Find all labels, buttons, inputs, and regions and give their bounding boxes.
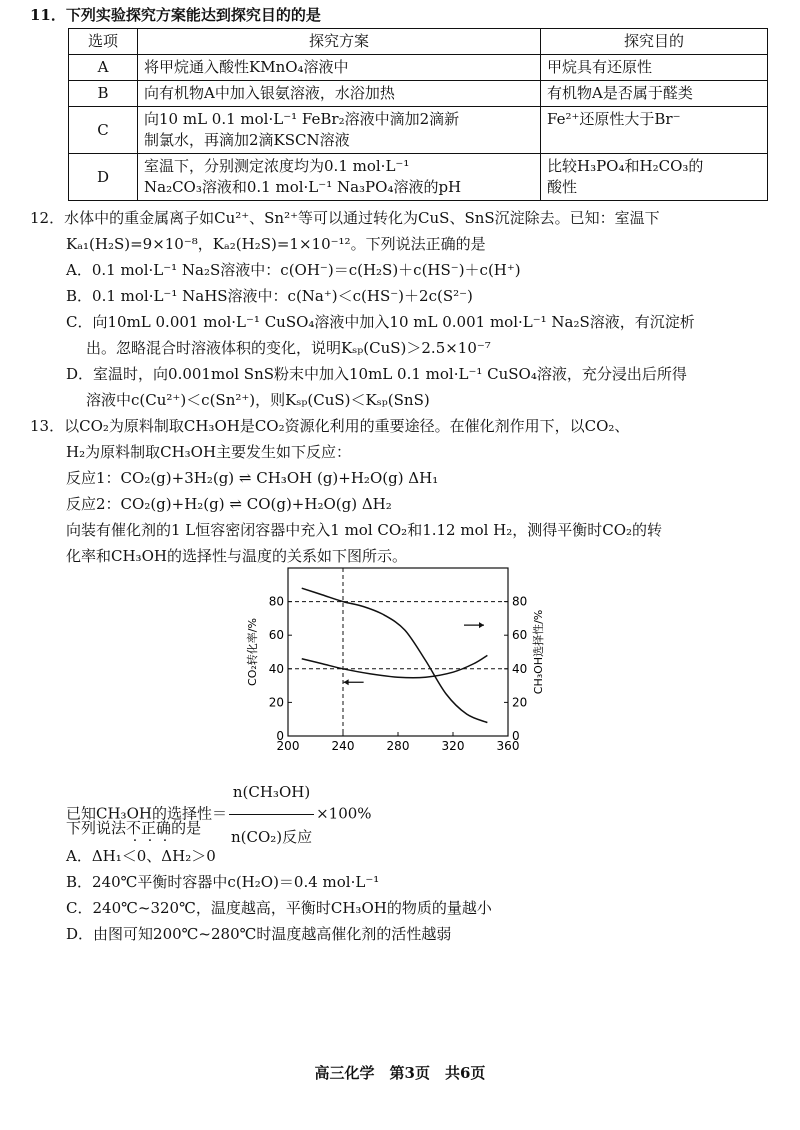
row-c-option: C	[69, 107, 138, 154]
q13-reaction-2: 反应2：CO₂(g)+H₂(g) ⇌ CO(g)+H₂O(g) ΔH₂	[66, 495, 392, 513]
y-left-tick-label: 60	[268, 628, 284, 643]
selectivity-numerator: n(CH₃OH)	[229, 770, 314, 815]
plot-frame	[288, 568, 508, 736]
selectivity-suffix: ×100%	[316, 804, 372, 823]
row-d-purpose-line2: 酸性	[547, 178, 578, 196]
q12-option-c-line1: C．向10mL 0.001 mol·L⁻¹ CuSO₄溶液中加入10 mL 0.001 mol·L⁻¹ Na₂S溶液，有沉淀析	[66, 313, 695, 331]
y-right-tick-label: 40	[512, 661, 528, 676]
y-right-tick-label: 60	[512, 628, 528, 643]
ask-neg-2: 正	[141, 819, 157, 837]
row-d-scheme-line1: 室温下，分别测定浓度均为0.1 mol·L⁻¹	[144, 157, 410, 175]
row-b-scheme: 向有机物A中加入银氨溶液，水浴加热	[138, 81, 541, 107]
y-right-tick-label: 80	[512, 594, 528, 609]
table-row	[69, 154, 768, 201]
arrow-left-conversion-head	[344, 679, 349, 685]
selectivity-fraction	[229, 770, 314, 859]
header-option: 选项	[69, 29, 138, 55]
table-header-row	[69, 29, 768, 55]
table-row	[69, 81, 768, 107]
header-scheme: 探究方案	[138, 29, 541, 55]
series-ch3oh-selectivity-line	[302, 588, 488, 722]
row-c-scheme-line2: 制氯水，再滴加2滴KSCN溶液	[144, 131, 350, 149]
x-tick-label: 200	[276, 739, 300, 753]
y-left-tick-label: 0	[276, 729, 284, 743]
row-d-purpose	[541, 154, 768, 201]
table-row	[69, 107, 768, 154]
q13-chart	[240, 560, 560, 760]
q12-option-b: B．0.1 mol·L⁻¹ NaHS溶液中：c(Na⁺)＜c(HS⁻)＋2c(S²⁻)	[66, 287, 473, 305]
row-c-scheme-line1: 向10 mL 0.1 mol·L⁻¹ FeBr₂溶液中滴加2滴新	[144, 110, 460, 128]
row-b-purpose: 有机物A是否属于醛类	[541, 81, 768, 107]
q13-ask	[66, 818, 201, 838]
x-tick-label: 240	[331, 739, 355, 753]
ask-neg-1: 不	[126, 819, 142, 837]
q13-reaction-1: 反应1：CO₂(g)+3H₂(g) ⇌ CH₃OH (g)+H₂O(g) ΔH₁	[66, 469, 439, 487]
y-right-tick-label: 20	[512, 695, 528, 710]
row-a-scheme: 将甲烷通入酸性KMnO₄溶液中	[138, 55, 541, 81]
q12-stem-line2: Kₐ₁(H₂S)=9×10⁻⁸，Kₐ₂(H₂S)=1×10⁻¹²。下列说法正确的是	[66, 235, 486, 253]
q12-option-d-line1: D．室温时，向0.001mol SnS粉末中加入10mL 0.1 mol·L⁻¹ CuSO₄溶液，充分浸出后所得	[66, 365, 687, 383]
q13-option-b: B．240℃平衡时容器中c(H₂O)＝0.4 mol·L⁻¹	[66, 873, 380, 891]
q12-option-a: A．0.1 mol·L⁻¹ Na₂S溶液中：c(OH⁻)＝c(H₂S)＋c(HS⁻)＋c(H⁺)	[66, 261, 521, 279]
row-a-option: A	[69, 55, 138, 81]
x-tick-label: 320	[441, 739, 465, 753]
q12-option-c-line2: 出。忽略混合时溶液体积的变化，说明Kₛₚ(CuS)＞2.5×10⁻⁷	[86, 339, 491, 357]
row-c-scheme	[138, 107, 541, 154]
x-tick-label: 280	[386, 739, 410, 753]
page-footer: 高三化学 第3页 共6页	[314, 1064, 486, 1082]
ask-prefix: 下列说法	[66, 819, 127, 837]
q13-desc-line1: 向装有催化剂的1 L恒容密闭容器中充入1 mol CO₂和1.12 mol H₂，测得平衡时CO₂的转	[66, 521, 663, 539]
row-d-option: D	[69, 154, 138, 201]
q12-stem-line1: 12．水体中的重金属离子如Cu²⁺、Sn²⁺等可以通过转化为CuS、SnS沉淀除去。已知：室温下	[30, 209, 660, 227]
row-d-purpose-line1: 比较H₃PO₄和H₂CO₃的	[547, 157, 704, 175]
q11-stem: 11．下列实验探究方案能达到探究目的的是	[30, 6, 321, 24]
y-right-axis-label: CH₃OH选择性/%	[532, 609, 545, 695]
series-co2-conversion-line	[302, 655, 488, 677]
q13-option-c: C．240℃~320℃，温度越高，平衡时CH₃OH的物质的量越小	[66, 899, 492, 917]
ask-neg-3: 确	[156, 819, 172, 837]
q13-stem-line1: 13．以CO₂为原料制取CH₃OH是CO₂资源化利用的重要途径。在催化剂作用下，以CO₂、	[30, 417, 630, 435]
q11-table	[68, 28, 768, 201]
ask-suffix: 的是	[171, 819, 202, 837]
table-row	[69, 55, 768, 81]
q13-option-d: D．由图可知200℃~280℃时温度越高催化剂的活性越弱	[66, 925, 452, 943]
y-left-tick-label: 40	[268, 661, 284, 676]
q12-option-d-line2: 溶液中c(Cu²⁺)＜c(Sn²⁺)，则Kₛₚ(CuS)＜Kₛₚ(SnS)	[86, 391, 430, 409]
y-left-tick-label: 20	[268, 695, 284, 710]
selectivity-denominator: n(CO₂)反应	[230, 828, 313, 846]
y-left-axis-label: CO₂转化率/%	[246, 618, 259, 686]
x-tick-label: 360	[496, 739, 520, 753]
header-purpose: 探究目的	[541, 29, 768, 55]
y-right-tick-label: 0	[512, 729, 520, 743]
q13-stem-line2: H₂为原料制取CH₃OH主要发生如下反应：	[66, 443, 352, 461]
q13-desc-line2: 化率和CH₃OH的选择性与温度的关系如下图所示。	[66, 547, 407, 565]
q13-option-a: A．ΔH₁＜0、ΔH₂＞0	[66, 847, 216, 865]
arrow-right-selectivity-head	[479, 622, 484, 628]
selectivity-prefix: 已知CH₃OH的选择性＝	[66, 804, 227, 823]
row-a-purpose: 甲烷具有还原性	[541, 55, 768, 81]
y-left-tick-label: 80	[268, 594, 284, 609]
row-b-option: B	[69, 81, 138, 107]
row-c-purpose: Fe²⁺还原性大于Br⁻	[541, 107, 768, 154]
row-d-scheme-line2: Na₂CO₃溶液和0.1 mol·L⁻¹ Na₃PO₄溶液的pH	[144, 178, 462, 196]
row-d-scheme	[138, 154, 541, 201]
